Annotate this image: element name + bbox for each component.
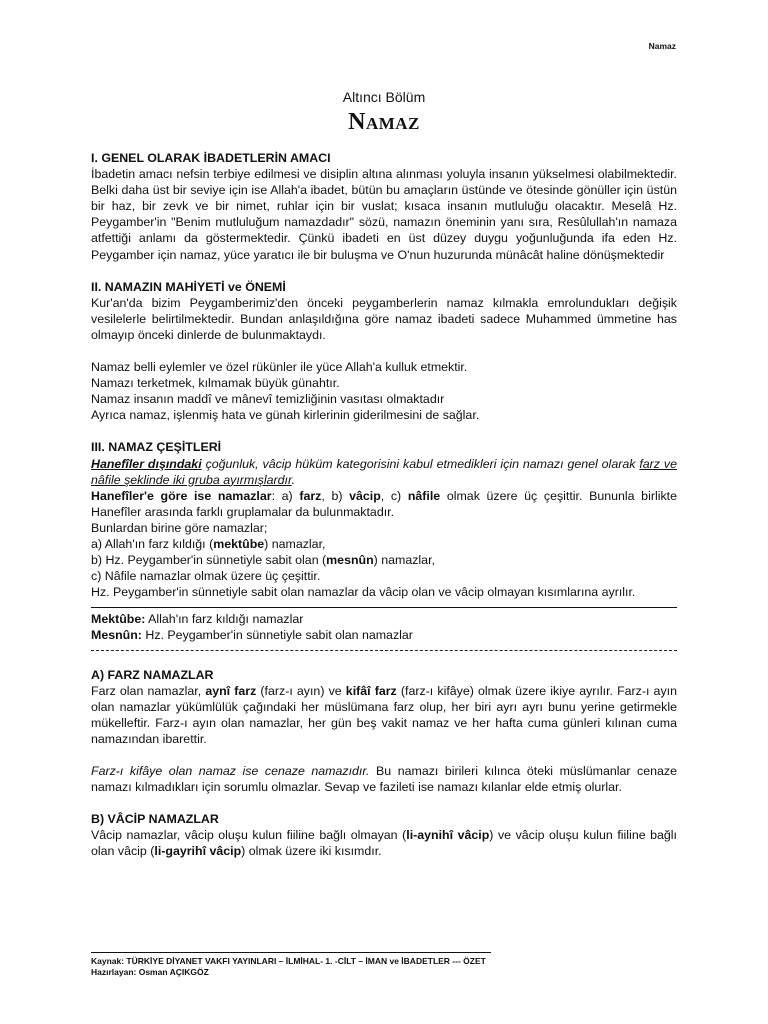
- underlined-text: farz ve nâfile şeklinde iki gruba ayırmışlardır: [91, 456, 677, 487]
- bold-text: kifâî farz: [345, 683, 397, 698]
- section-3-intro: Bunlardan birine göre namazlar;: [91, 520, 268, 535]
- italic-text: çoğunluk, vâcip hüküm kategorisini kabul etmedikleri için namazı genel olarak: [201, 456, 640, 471]
- section-heading-2: II. NAMAZIN MAHİYETİ ve ÖNEMİ: [91, 279, 286, 294]
- section-2-line: Namazı terketmek, kılmamak büyük günahtır.: [91, 376, 340, 391]
- subsection-b-paragraph: [91, 827, 677, 859]
- subsection-heading-b: B) VÂCİP NAMAZLAR: [91, 812, 219, 827]
- document-body: [91, 88, 677, 859]
- text-run: , c): [380, 488, 408, 503]
- footer-author: Hazırlayan: Osman AÇIKGÖZ: [91, 967, 209, 977]
- section-2-line: Namaz belli eylemler ve özel rükünler ile yüce Allah'a kulluk etmektir.: [91, 360, 468, 375]
- glossary-definition: Hz. Peygamber'in sünnetiyle sabit olan namazlar: [141, 628, 413, 643]
- italic-text: .: [291, 472, 296, 487]
- glossary-term: Mektûbe:: [91, 612, 146, 627]
- bold-text: li-aynihî vâcip: [406, 828, 490, 843]
- section-2-paragraph: Kur'an'da bizim Peygamberimiz'den önceki peygamberlerin namaz kılmakla emrolundukları değişik vesilelerle belirtilmektedir. Bundan anlaşıldığına göre namaz ibadeti sadece Muhammed ümmetine has olmayıp önceki dinlerde de bulunmaktaydı.: [91, 295, 677, 342]
- glossary-entry: [91, 611, 677, 627]
- section-2-line: Namaz insanın maddî ve mânevî temizliğinin vasıtası olmaktadır: [91, 392, 445, 407]
- section-heading-1: I. GENEL OLARAK İBADETLERİN AMACI: [91, 151, 331, 165]
- list-item-b: [91, 552, 677, 568]
- text-run: Vâcip namazlar, vâcip oluşu kulun fiiline bağlı olmayan (: [91, 828, 407, 843]
- bold-text: mesnûn: [326, 553, 374, 568]
- subsection-a-paragraph-2: [91, 763, 677, 795]
- bold-text: li-gayrihî vâcip: [154, 844, 242, 859]
- text-run: (farz-ı ayın) ve: [256, 683, 346, 698]
- text-run: b) Hz. Peygamber'in sünnetiyle sabit olan (: [91, 553, 327, 568]
- text-run: ) namazlar,: [373, 553, 435, 568]
- bold-text: farz: [299, 488, 322, 503]
- page-footer: [91, 952, 491, 978]
- section-2-line: Ayrıca namaz, işlenmiş hata ve günah kirlerinin giderilmesini de sağlar.: [91, 408, 480, 423]
- text-run: Bu namazı birileri kılınca öteki müslümanlar cenaze namazı kılmadıkları için sorumlu olmazlar. Sevap ve fazileti ise namazı kılanlar elde etmiş olurlar.: [91, 764, 678, 795]
- glossary-entry: [91, 627, 677, 643]
- text-run: ) ve vâcip oluşu kulun fiiline bağlı olan vâcip (: [91, 828, 677, 859]
- bold-text: vâcip: [349, 488, 381, 503]
- text-run: Farz olan namazlar,: [91, 683, 206, 698]
- section-3-paragraph-1: [91, 456, 677, 488]
- list-item-c: c) Nâfile namazlar olmak üzere üç çeşittir.: [91, 569, 321, 584]
- text-run: ) namazlar,: [264, 536, 326, 551]
- section-3-last-line: Hz. Peygamber'in sünnetiyle sabit olan namazlar da vâcip olan ve vâcip olmayan kısımlarına ayrılır.: [91, 585, 636, 600]
- subsection-a-paragraph-1: [91, 683, 677, 747]
- text-run: a) Allah'ın farz kıldığı (: [91, 536, 214, 551]
- bold-text: nâfile: [407, 488, 441, 503]
- text-run: olmak üzere üç çeşittir. Bununla birlikte Hanefîler arasında farklı gruplamalar da bulunmaktadır.: [91, 488, 677, 519]
- section-3-paragraph-2: [91, 488, 677, 520]
- glossary-term: Mesnûn:: [91, 628, 142, 643]
- subsection-heading-a: A) FARZ NAMAZLAR: [91, 667, 214, 682]
- running-head: Namaz: [648, 41, 676, 51]
- section-heading-3: III. NAMAZ ÇEŞİTLERİ: [91, 440, 222, 455]
- chapter-label: Altıncı Bölüm: [342, 89, 426, 105]
- text-run: , b): [321, 488, 350, 503]
- emphasis-text: Hanefîler dışındaki: [91, 456, 202, 471]
- text-run: : a): [271, 488, 300, 503]
- page-title: Namaz: [348, 109, 420, 135]
- glossary-definition: Allah'ın farz kıldığı namazlar: [145, 612, 304, 627]
- footer-source: Kaynak: TÜRKİYE DİYANET VAKFI YAYINLARI – İLMİHAL- 1. -CİLT – İMAN ve İBADETLER --- ÖZET: [91, 956, 486, 966]
- italic-text: Farz-ı kifâye olan namaz ise cenaze namazıdır.: [91, 764, 370, 778]
- list-item-a: [91, 536, 677, 552]
- text-run: ) olmak üzere iki kısımdır.: [241, 844, 382, 859]
- divider-solid: [91, 607, 677, 608]
- bold-text: Hanefîler'e göre ise namazlar: [91, 488, 272, 503]
- bold-text: mektûbe: [213, 536, 265, 551]
- bold-text: aynî farz: [205, 683, 257, 698]
- text-run: (farz-ı kifâye) olmak üzere ikiye ayrılır. Farz-ı ayın olan namazlar yükümlülük çağındaki her müslümana farz olup, her biri ayrı ayrı bunu yerine getirmekle mükelleftir. Farz-ı ayın olan namazlar, her gün beş vakit namaz ve her hafta cuma günleri kılınan cuma namazından ibarettir.: [91, 683, 677, 746]
- section-1-paragraph: İbadetin amacı nefsin terbiye edilmesi ve disiplin altına alınması yoluyla insanın yükselmesi olabilmektedir. Belki daha üst bir seviye için ise Allah'a ibadet, bütün bu amaçların üstünde ve ötesinde gönüller için üstün bir haz, bir zevk ve bir nimet, ruhlar için bir vuslat; kısaca insanın mutluluğu olacaktır. Meselâ Hz. Peygamber'in "Benim mutluluğum namazdadır" sözü, namazın öneminin yanı sıra, Resûlullah'ın namaza atfettiği anlamı da göstermektedir. Çünkü ibadeti en üst düzey duygu yoğunluğunda ifa eden Hz. Peygamber için namaz, yüce yaratıcı ile bir buluşma ve O'nun huzurunda münâcât haline dönüşmektedir: [91, 167, 677, 262]
- footer-rule: [91, 952, 491, 953]
